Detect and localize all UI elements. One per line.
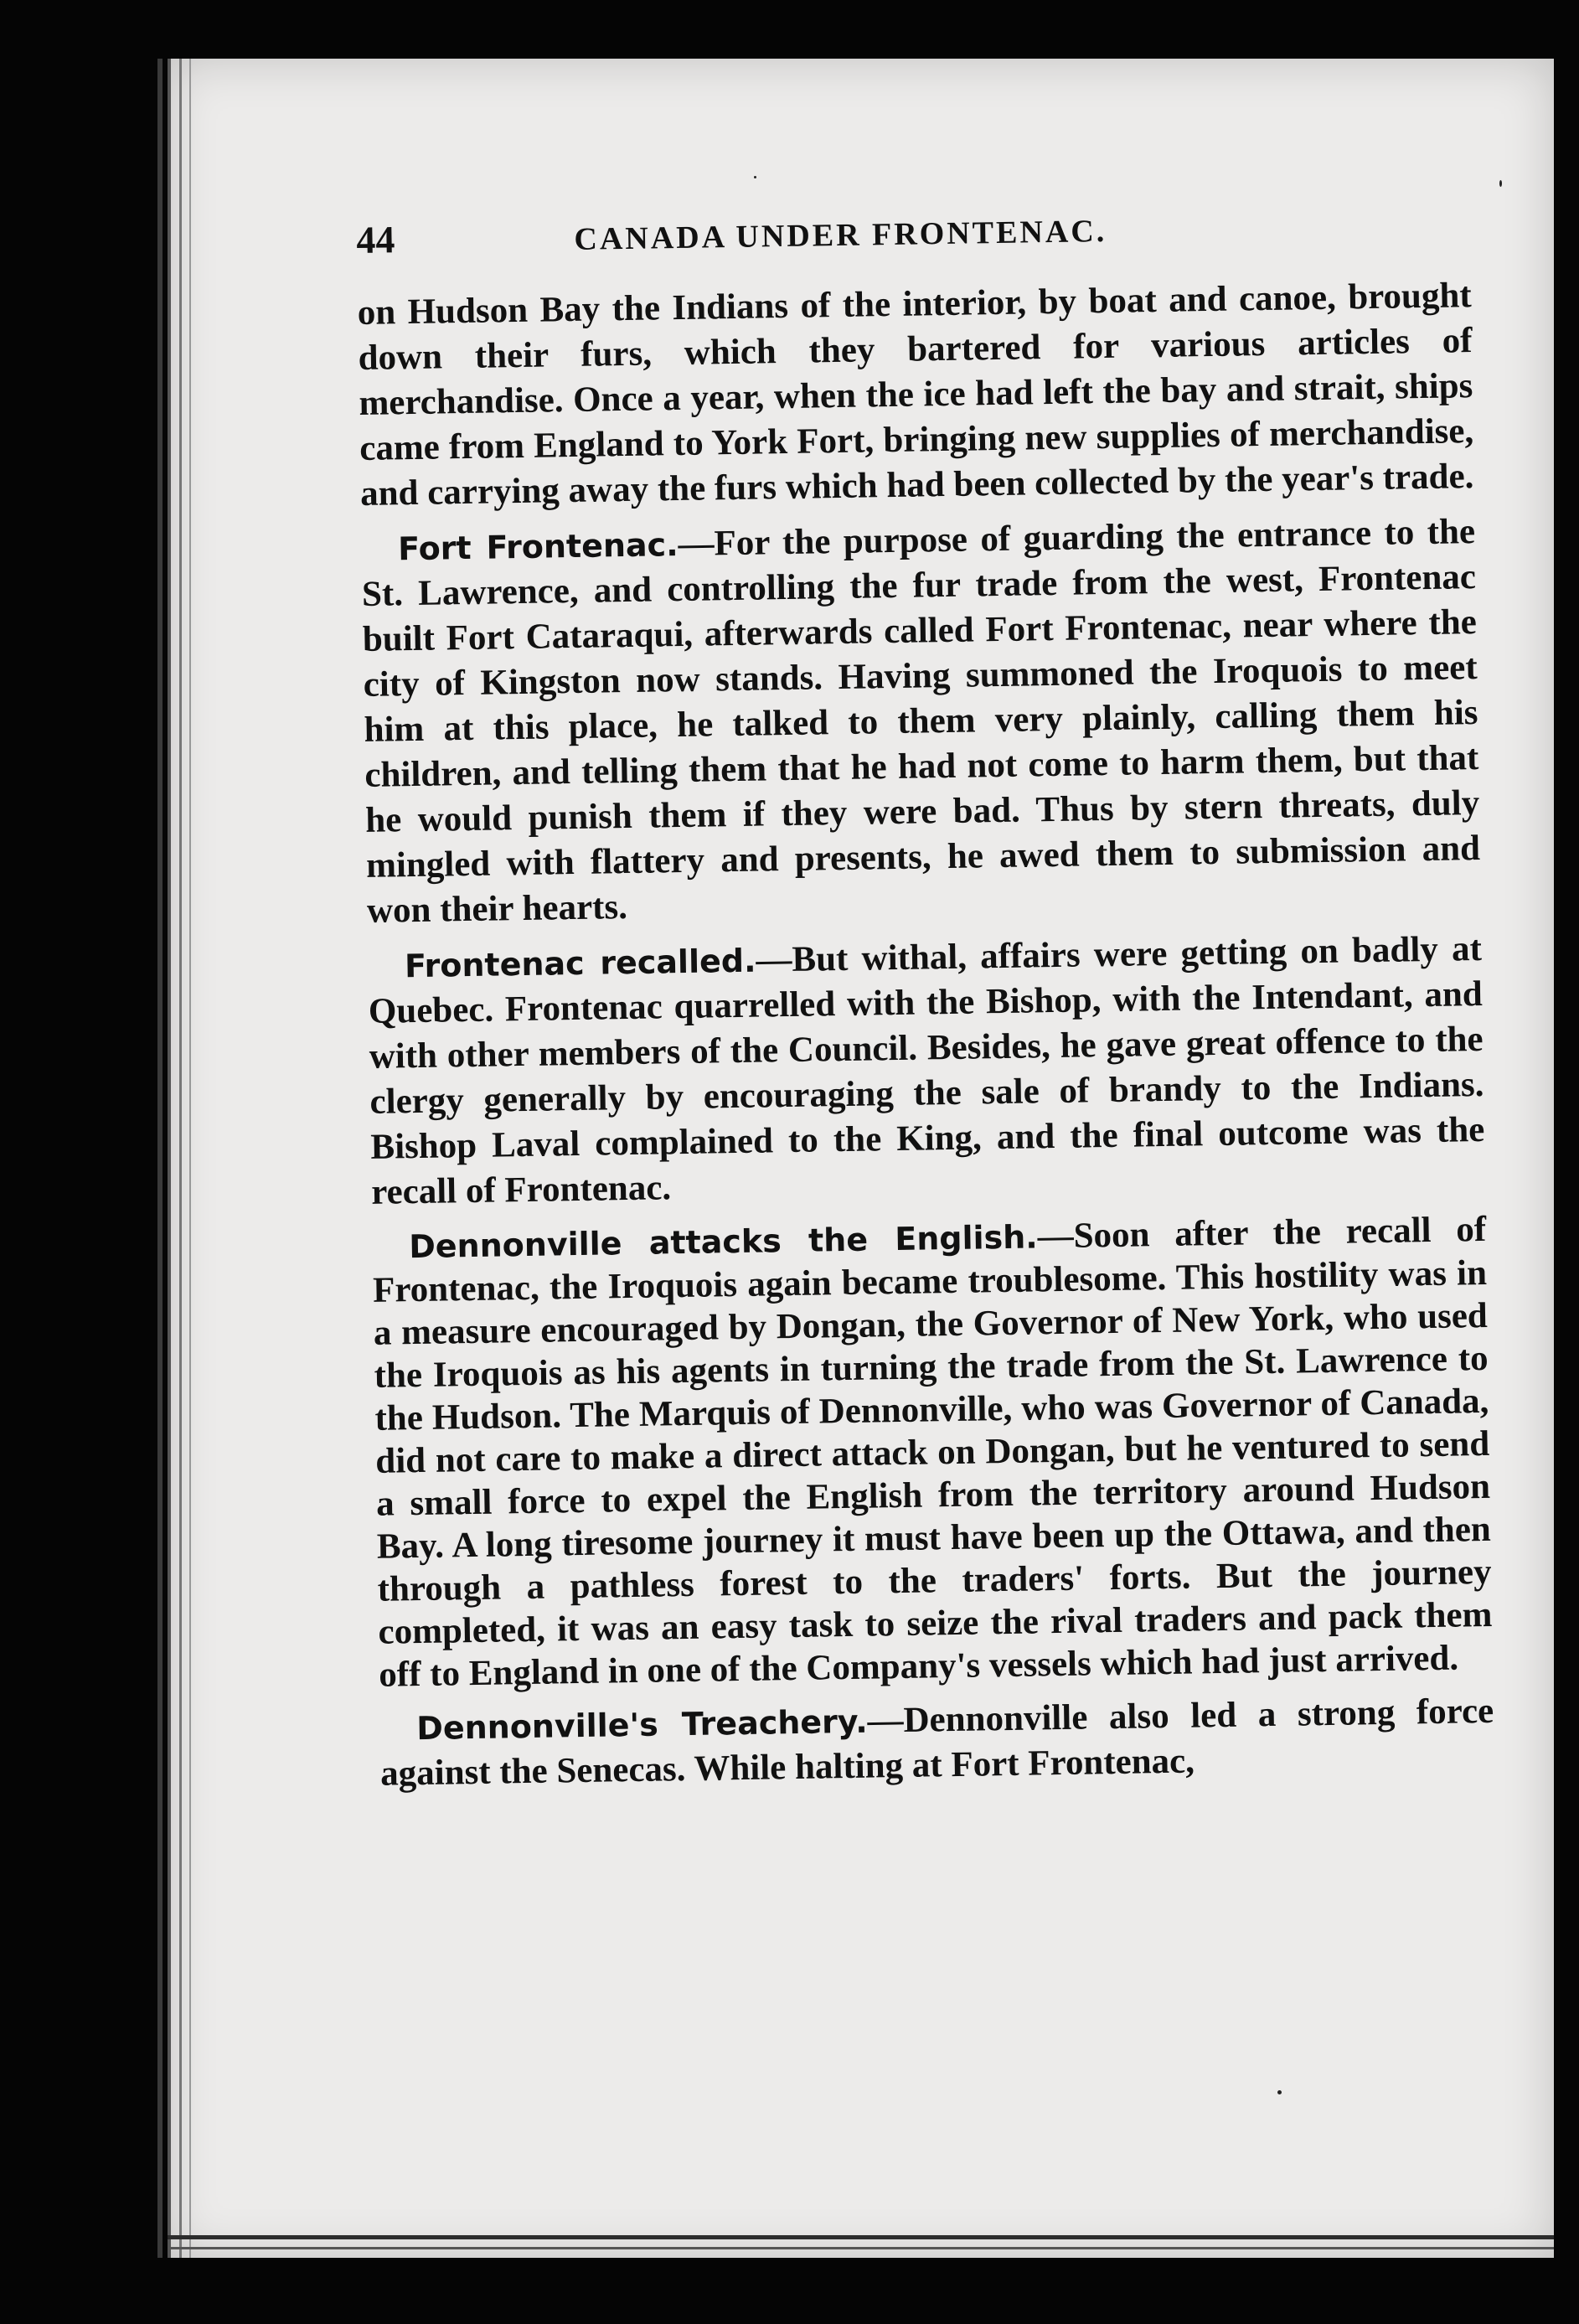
- page-edge-line: [189, 59, 191, 2258]
- paragraph-text: —For the purpose of guarding the entrance to the St. Lawrence, and controlling the fur trade from the west, Frontenac built Fort Cataraqui, afterwards called Fort Frontenac, near where the city of Kingston now stands. Having summoned the Iroquois to meet him at this place, he talked to them very plainly, calling them his children, and telling them that he had not come to harm them, but that he would punish them if they were bad. Thus by stern threats, duly mingled with flattery and presents, he awed them to submission and won their hearts.: [361, 512, 1481, 931]
- paragraph: [368, 927, 1486, 1216]
- page-bottom-edge: [168, 2235, 1554, 2239]
- paragraph: [379, 1689, 1495, 1797]
- paragraph: [372, 1208, 1494, 1697]
- paper-speck: [1277, 2090, 1282, 2094]
- paragraph: [361, 509, 1481, 934]
- page-edge-line: [179, 59, 182, 2258]
- page-edge-line: [157, 59, 163, 2258]
- page-edge-line: [168, 59, 171, 2258]
- page-text: [356, 200, 1495, 1807]
- paper-speck: [754, 176, 756, 178]
- paragraph-text: —But withal, affairs were getting on badly at Quebec. Frontenac quarrelled with the Bishop, with the Intendant, and with other members of the Council. Besides, he gave great offence to the clergy generally by encouraging the sale of brandy to the Indians. Bishop Laval complained to the King, and the final outcome was the recall of Frontenac.: [368, 929, 1485, 1212]
- running-head: [356, 200, 1471, 262]
- section-heading: Fort Frontenac.: [397, 526, 679, 568]
- paragraph-text: —Dennonville also led a strong force against the Senecas. While halting at Fort Frontenac,: [379, 1691, 1494, 1794]
- page-number: 44: [356, 218, 395, 261]
- running-title: CANADA UNDER FRONTENAC.: [574, 213, 1107, 257]
- page-bottom-edge: [168, 2247, 1554, 2249]
- paragraph: [357, 273, 1474, 517]
- paper-speck: [1499, 180, 1502, 187]
- section-heading: Dennonville attacks the English.: [408, 1218, 1038, 1266]
- paragraph-text: —Soon after the recall of Frontenac, the Iroquois again became troublesome. This hostility was in a measure encouraged by Dongan, the Governor of New York, who used the Iroquois as his agents in turning the trade from the St. Lawrence to the Hudson. The Marquis of Dennonville, who was Governor of Canada, did not care to make a direct attack on Dongan, but he ventured to send a small force to expel the English from the territory around Hudson Bay. A long tiresome journey it must have been up the Ottawa, and then through a pathless forest to the traders' forts. But the journey completed, it was an easy task to seize the rival traders and pack them off to England in one of the Company's vessels which had just arrived.: [372, 1209, 1493, 1695]
- book-page: [168, 59, 1554, 2258]
- paragraph-text: on Hudson Bay the Indians of the interior, by boat and canoe, brought down their furs, which they bartered for various articles of merchandise. Once a year, when the ice had left the bay and strait, ships came from England to York Fort, bringing new supplies of merchandise, and carrying away the furs which had been collected by the year's trade.: [357, 276, 1474, 514]
- section-heading: Dennonville's Treachery.: [415, 1702, 868, 1748]
- section-heading: Frontenac recalled.: [404, 942, 756, 985]
